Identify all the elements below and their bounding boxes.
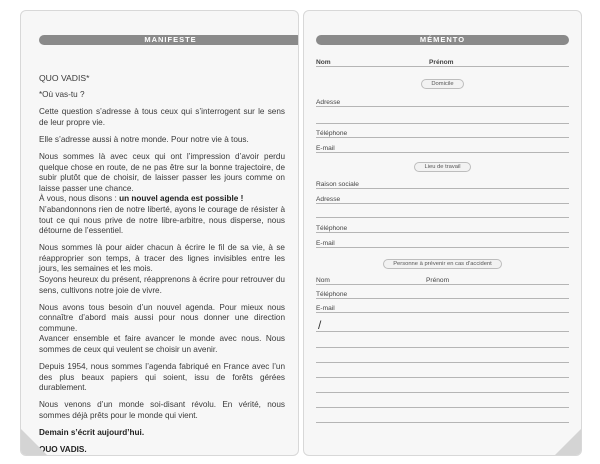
contact-telephone-field[interactable]: [316, 291, 569, 299]
adresse-travail-field[interactable]: [316, 196, 569, 204]
field-line: [316, 106, 569, 107]
field-line: [316, 232, 569, 233]
page-corner: [21, 429, 47, 455]
text-run: Avancer ensemble et faire avancer le monde avec nous. Nous sommes de ceux qui veulent se choisir un avenir.: [39, 334, 285, 355]
prenom-label: Prénom: [426, 59, 457, 66]
memento-page: [303, 10, 582, 456]
raison-sociale-label: Raison sociale: [316, 181, 362, 188]
manifeste-heading: QUO VADIS*: [39, 73, 90, 83]
blank-line[interactable]: [316, 377, 569, 378]
manifeste-page: [20, 10, 299, 456]
page-corner: [555, 429, 581, 455]
telephone-travail-field[interactable]: [316, 225, 569, 233]
nom-label: Nom: [316, 277, 333, 284]
email-label: E-mail: [316, 305, 338, 312]
section-label: Lieu de travail: [414, 162, 470, 172]
nom-label: Nom: [316, 59, 334, 66]
field-line: [316, 137, 569, 138]
closing-text: Demain s’écrit aujourd’hui.: [39, 428, 145, 438]
field-line: [316, 298, 569, 299]
section-domicile: [316, 79, 569, 89]
text-run: Soyons heureux du présent, réapprenons à écrire pour retrouver du sens, cultivons notre joie de vivre.: [39, 275, 285, 295]
blank-line[interactable]: [316, 422, 569, 423]
manifeste-paragraph: [39, 152, 285, 237]
contact-email-field[interactable]: [316, 305, 569, 313]
memento-banner: MÉMENTO: [316, 35, 569, 45]
manifeste-signature: [39, 445, 285, 456]
field-line: [316, 312, 569, 313]
pen-slash-mark: /: [318, 318, 322, 332]
field-line: [316, 188, 569, 189]
field-line: [316, 152, 569, 153]
manifeste-paragraph: Depuis 1954, nous sommes l’agenda fabriqué en France avec l’un des plus beaux papiers qui soient, issu de forêts gérées durablement.: [39, 362, 285, 393]
section-personne-a-prevenir: [316, 259, 569, 269]
email-field[interactable]: [316, 145, 569, 153]
contact-nom-field[interactable]: [316, 277, 569, 285]
blank-line[interactable]: [316, 392, 569, 393]
telephone-field[interactable]: [316, 130, 569, 138]
blank-line[interactable]: [316, 217, 569, 218]
emphasis-text: un nouvel agenda est possible: [119, 194, 239, 204]
adresse-field[interactable]: [316, 99, 569, 107]
manifeste-banner: MANIFESTE: [39, 35, 299, 45]
field-line: [316, 203, 569, 204]
manifeste-text: [39, 73, 285, 456]
telephone-label: Téléphone: [316, 291, 350, 298]
blank-line[interactable]: [316, 407, 569, 408]
text-run: À vous, nous disons :: [39, 194, 120, 204]
manifeste-paragraph: Cette question s’adresse à tous ceux qui s’interrogent sur le sens de leur propre vie.: [39, 107, 285, 127]
section-label: Personne à prévenir en cas d’accident: [383, 259, 502, 269]
adresse-label: Adresse: [316, 99, 343, 106]
email-label: E-mail: [316, 240, 338, 247]
manifeste-footnote: *Où vas-tu ?: [39, 90, 85, 100]
adresse-label: Adresse: [316, 196, 343, 203]
manifeste-paragraph: Elle s’adresse aussi à notre monde. Pour notre vie à tous.: [39, 134, 249, 144]
blank-line[interactable]: [316, 331, 569, 332]
signature-text: QUO VADIS.: [39, 445, 87, 455]
blank-line[interactable]: [316, 347, 569, 348]
telephone-label: Téléphone: [316, 225, 350, 232]
email-label: E-mail: [316, 145, 338, 152]
text-run: Nous sommes là avec ceux qui ont l’impression d’avoir perdu quelque chose en route, de ne pas être sur la bonne trajectoire, de subir plutôt que de choisir, de laisser passer les jours comme on laisse passer une chance.: [39, 151, 285, 193]
prenom-label: Prénom: [423, 277, 452, 284]
nom-field[interactable]: [316, 59, 569, 67]
text-run: !: [238, 194, 244, 204]
field-line: [316, 247, 569, 248]
telephone-label: Téléphone: [316, 130, 350, 137]
field-line: [316, 66, 569, 67]
text-run: N’abandonnons rien de notre liberté, ayons le courage de résister à tout ce qui nous prive de notre libre-arbitre, nous disperse, nous détourne de l’essentiel.: [39, 204, 285, 236]
raison-sociale-field[interactable]: [316, 181, 569, 189]
email-travail-field[interactable]: [316, 240, 569, 248]
manifeste-paragraph: [39, 303, 285, 356]
text-run: Nous sommes là pour aider chacun à écrire le fil de sa vie, à se réapproprier son temps, à tracer des lignes invisibles entre les jours, les semaines et les mois.: [39, 243, 285, 274]
blank-line[interactable]: [316, 362, 569, 363]
field-line: [316, 284, 569, 285]
section-lieu-travail: [316, 162, 569, 172]
section-label: Domicile: [421, 79, 463, 89]
manifeste-paragraph: [39, 243, 285, 296]
manifeste-closing: [39, 428, 285, 439]
manifeste-paragraph: Nous venons d’un monde soi-disant révolu. En vérité, nous sommes déjà prêts pour le monde qui vient.: [39, 400, 285, 421]
text-run: Nous avons tous besoin d’un nouvel agenda. Pour mieux nous connaître d’abord mais aussi pour nous donner une direction commune.: [39, 302, 285, 333]
blank-line[interactable]: [316, 123, 569, 124]
